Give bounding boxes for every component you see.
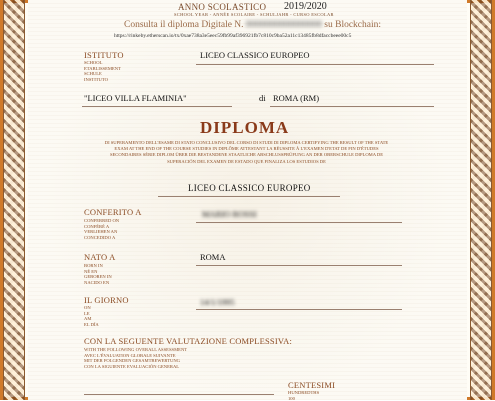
right-ornamental-border xyxy=(470,0,492,400)
consult-line xyxy=(124,20,381,30)
nato-label: NATO A xyxy=(84,252,116,262)
centesimi-sub: HUNDREDTHS 100 xyxy=(288,390,320,401)
consult-redacted-number: 0000000000000000 xyxy=(245,20,322,30)
school-year-label: ANNO SCOLASTICO xyxy=(178,2,267,12)
subject-line xyxy=(158,196,340,197)
conferito-value: MARIO ROSSI xyxy=(202,209,257,219)
location-value: ROMA (RM) xyxy=(273,93,320,103)
blockchain-url[interactable]: https://rinkeby.etherscan.io/tx/0xae738a3e5eec59fb99af396921fb7c810c9ba52a11c13485fb8dfaccbeee00c5 xyxy=(114,33,352,39)
istituto-line xyxy=(196,64,434,65)
giorno-line xyxy=(196,309,402,310)
diploma-description: DI SUPERAMENTO DELL'ESAME DI STATO CONCLUSIVO DEL CORSO DI STUDI DI DIPLOMA CERTIFYING THE RESULT OF THE STATE EXAM AT THE END OF THE COURSE STUDIES IN DIPLÔME ATTESTANT LA RÉUSSITE À L'EXAMEN D'ETAT DE FIN D'ÉTUDES SECONDAIRES SÉRIE DIPLOM ÜBER DIE BESTANDENE STAATLICHE ABSCHLUSSPRÜFUNG AN DER OBERSCHULE DIPLOMA DE SUPERACIÓN DEL EXAMEN DE ESTADO QUE FINALIZA LOS ESTUDIOS DE xyxy=(104,140,389,164)
consult-suffix: su Blockchain: xyxy=(324,20,382,30)
nato-sub: BORN IN NÉ EN GEBOREN IN NACIDO EN xyxy=(84,263,112,285)
centesimi-label: CENTESIMI xyxy=(288,380,336,390)
school-year-value: 2019/2020 xyxy=(284,1,327,12)
nato-line xyxy=(196,265,402,266)
conferito-line xyxy=(196,222,402,223)
school-name-line xyxy=(82,106,232,107)
location-line xyxy=(270,106,434,107)
conferito-label: CONFERITO A xyxy=(84,207,142,217)
consult-prefix: Consulta il diploma Digitale N. xyxy=(124,20,244,30)
location-label: di xyxy=(259,93,266,103)
centesimi-line xyxy=(84,394,274,395)
diploma-paper xyxy=(28,0,467,400)
school-name: "LICEO VILLA FLAMINIA" xyxy=(84,93,187,103)
nato-value: ROMA xyxy=(200,252,226,262)
diploma-subject: LICEO CLASSICO EUROPEO xyxy=(188,183,311,193)
left-ornamental-border xyxy=(3,0,25,400)
diploma-title: DIPLOMA xyxy=(200,118,290,137)
istituto-value: LICEO CLASSICO EUROPEO xyxy=(200,50,310,60)
school-year-sub: SCHOOL YEAR - ANNÉE SCOLAIRE - SCHULJAHR - CURSO ESCOLAR xyxy=(174,12,334,17)
giorno-label: IL GIORNO xyxy=(84,295,129,305)
conferito-sub: CONFERRED ON CONFÉRÉ A VERLIEHEN AN CONCEDIDO A xyxy=(84,218,120,240)
istituto-label: ISTITUTO xyxy=(84,50,124,60)
giorno-value: 14/1/1995 xyxy=(200,297,235,307)
giorno-sub: ON LE AM EL DÍA xyxy=(84,305,99,327)
valutazione-label: CON LA SEGUENTE VALUTAZIONE COMPLESSIVA: xyxy=(84,336,293,346)
istituto-sub: SCHOOL ETABLISSEMENT SCHULE INSTITUTO xyxy=(84,60,121,82)
valutazione-sub: WITH THE FOLLOWING OVERALL ASSESSMENT AVEC L'ÉVALUATION GLOBALE SUIVANTE MIT DER FOLGENDEN GESAMTBEWERTUNG CON LA SIGUIENTE EVALUACIÓN GENERAL xyxy=(84,347,188,369)
